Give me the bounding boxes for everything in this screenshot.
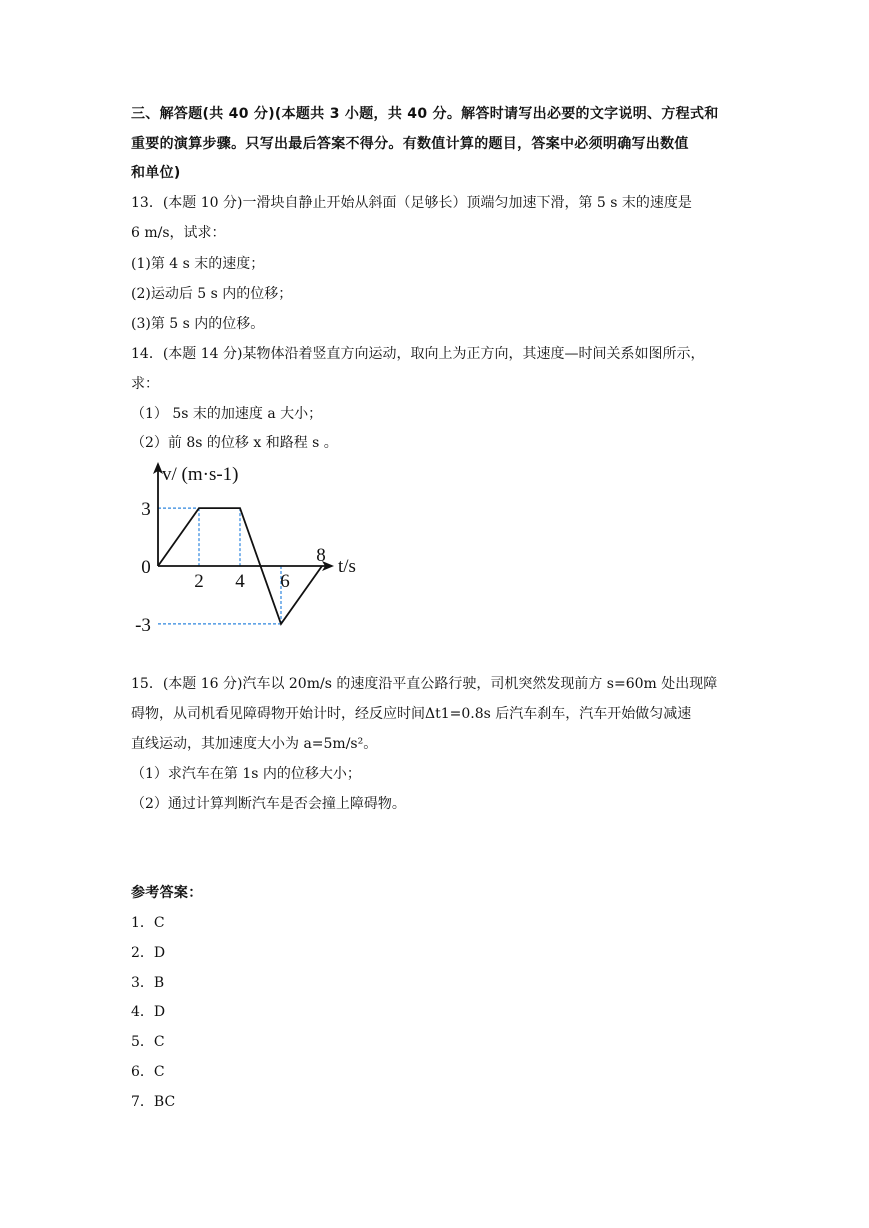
q14-line-1: 14．(本题 14 分)某物体沿着竖直方向运动，取向上为正方向，其速度—时间关系如图所示， (131, 346, 705, 362)
section-heading-line-2: 重要的演算步骤。只写出最后答案不得分。有数值计算的题目，答案中必须明确写出数值 (131, 136, 689, 152)
answer-item: 3．B (131, 975, 165, 991)
q13-line-1: 13．(本题 10 分)一滑块自静止开始从斜面（足够长）顶端匀加速下滑，第 5 s 末的速度是 (131, 195, 692, 211)
x-axis-label: t/s (338, 556, 356, 577)
answers-heading: 参考答案： (131, 885, 203, 901)
answer-item: 1．C (131, 915, 165, 931)
section-heading-line-3: 和单位) (131, 165, 181, 181)
q15-line-2: 碍物，从司机看见障碍物开始计时，经反应时间Δt1=0.8s 后汽车刹车，汽车开始做匀减速 (131, 706, 692, 722)
x-tick-label-8: 8 (316, 545, 326, 566)
answer-item: 7．BC (131, 1094, 176, 1110)
q15-line-1: 15．(本题 16 分)汽车以 20m/s 的速度沿平直公路行驶，司机突然发现前方 s=60m 处出现障 (131, 676, 718, 692)
y-tick-label-3: 3 (141, 499, 151, 521)
answer-item: 4．D (131, 1004, 166, 1020)
answer-item: 6．C (131, 1064, 165, 1080)
answer-item: 2．D (131, 945, 166, 961)
q13-line-5: (3)第 5 s 内的位移。 (131, 316, 265, 332)
answer-item: 5．C (131, 1034, 165, 1050)
q14-line-2: 求： (131, 376, 159, 392)
velocity-time-graph (126, 458, 386, 638)
x-tick-label-4: 4 (235, 571, 245, 592)
y-axis-label: v/ (m·s-1) (162, 464, 239, 485)
x-tick-label-0: 0 (141, 557, 151, 578)
q13-line-4: (2)运动后 5 s 内的位移； (131, 286, 293, 302)
q13-line-3: (1)第 4 s 末的速度； (131, 256, 265, 272)
q14-line-4: （2）前 8s 的位移 x 和路程 s 。 (131, 435, 338, 451)
q13-line-2: 6 m/s，试求： (131, 225, 226, 241)
q15-line-4: （1）求汽车在第 1s 内的位移大小； (131, 766, 361, 782)
q14-line-3: （1） 5s 末的加速度 a 大小； (131, 406, 323, 422)
y-tick-label-neg3: -3 (135, 614, 151, 636)
section-heading-line-1: 三、解答题(共 40 分)(本题共 3 小题，共 40 分。解答时请写出必要的文字说明、方程式和 (131, 106, 719, 122)
q15-line-5: （2）通过计算判断汽车是否会撞上障碍物。 (131, 796, 406, 812)
x-tick-label-6: 6 (280, 571, 290, 592)
q15-line-3: 直线运动，其加速度大小为 a=5m/s²。 (131, 736, 378, 752)
x-tick-label-2: 2 (194, 571, 204, 592)
